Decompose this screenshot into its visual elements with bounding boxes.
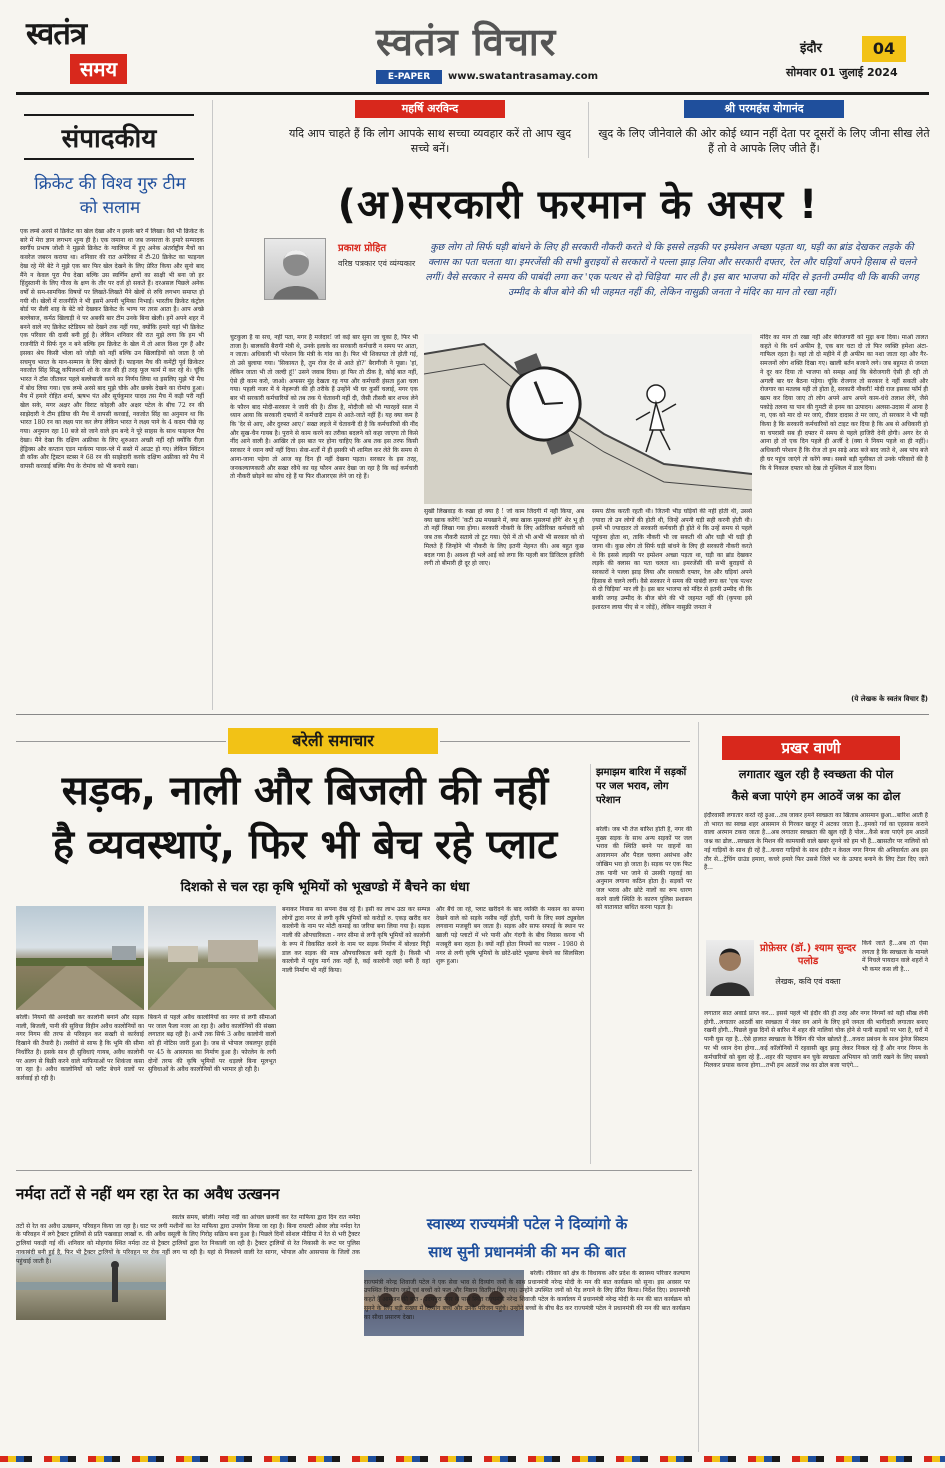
author-photo [264, 238, 326, 300]
lead-column-1: चुटकुला है या सच, नहीं पता, मगर है मजेदार! जो कई बार सुना जा चुका है, फिर भी ताजा है। बालकवि बैरागी मंत्री थे, उनके इलाके का सरकारी कर्मचारी न समय पर आता, न जाता। अधिकारी भी परेशान कि मंत्री के गांव का है। फिर भी शिकायत तो होती गई, तो उसे बुलाया गया। 'सिकायत है, तुम रोज देर से आते हो?' बैरागीजी ने पूछा। 'हां, लेकिन जाता भी तो जल्दी हूं!' उसने जवाब दिया। हां फिर तो ठीक है, कोई बात नहीं, ऐसे ही काम करो, जाओ। अफसर मुंह देखता रह गया और कर्मचारी हंसता हुआ चला गया। पहली नजर में ये नेहरूजी की ही तरीके हैं उन्होंने भी घर कुर्सी चलाई, मगर एक बार भी सरकारी कर्मचारियों को तब तक ये चेतावनी नहीं दी, जैसी तीसरी बार शपथ लेने के फौरन बाद मोदी-सरकार ने जारी की है। ठीक है, मोदीजी को भी ग्यारहवें साल में ध्यान आया कि सरकारी दफ्तरों में कर्मचारी टाइम से आते-जाते नहीं हैं। यह क्या कम है कि 'देर से आए, और दुरुस्त आए।' सख्त लहजे में चेतावनी दी है कि कर्मचारियों की नौंद और सुख-चैन गायब है। पुराने से काम करने का तरीका बदलने को कहा जाएगा तो किसे नींद आने वाली है। आखिर तो इस बात पर होना चाहिए कि अब तक इस तरफ किसी सरकार ने ध्यान क्यों नहीं दिया। सेवा-शर्तों में ही इसकी भी शामिल कर लेते कि समय से आना-जाना पड़ेगा तो आज यह दिन ही नहीं देखना पड़ता। सरकार के इस तरह, जनकल्याणकारी और सख्त रवैये का यह फौरन असर देखा जा रहा है कि कई कर्मचारी तो नौकरी छोड़ने का सोच रहे हैं या फिर वीआरएस लेने जा रहे हैं। [230, 334, 418, 481]
prakhar-author-photo [706, 940, 754, 996]
quote-left-text: यदि आप चाहते हैं कि लोग आपके साथ सच्चा व्यवहार करें तो आप खुद सच्चे बनें। [288, 127, 572, 155]
sand-mining-body: स्वतंत्र समय, बरेली। नर्मदा नदी का आंचल छलनी कर रेत माफिया द्वारा दिन रात नर्मदा तटों से रेत का अवैध उत्खनन, परिवहन किया जा रहा है। घाट पर लगी मशीनों का रेत माफिया द्वारा उपयोग किया जा रहा है। बिना रायल्टी ओवर लोड नर्मदा रेत के परिवहन में लगे ट्रैक्टर ट्रालियों से प्रति पखवाड़ा लाखों रु. की अवैध वसूली के लिए गिरोह सक्रिय बना हुआ है। पिछले दिनों सोशल मीडिया में रेत से भरी ट्रैक्टर ट्रालियां पकड़ी गई थीं। शनिवार को मोहगांव स्थित नर्मदा तट से ट्रैक्टर ट्रालियों द्वारा रेत निकाली जा रही है। ट्रैक्टर ट्रालियों से रेत निकासी के रूट पर पुलिस नाकाबंदी बनी हुई है, फिर भी ट्रैक्टर ट्रालियों के परिवहन पर रोक नहीं लग पा रही है। यहां से निकलने वाली रेत सागर, भोपाल और आसपास के जिलों तक पहुंचाई जाती है। [16, 1214, 360, 1265]
page-number: 04 [862, 36, 906, 62]
quote-left [280, 100, 580, 160]
masthead-divider [16, 92, 929, 95]
prakhar-author-name: प्रोफ़ेसर (डॉ.) श्याम सुन्दर पलोड [759, 943, 857, 967]
prakhar-author-role: लेखक, कवि एवं वक्ता [775, 977, 841, 986]
clock-cartoon-icon [424, 334, 752, 504]
prakhar-headline-line2: कैसे बजा पाएंगे हम आठवें जश्न का ढोल [731, 789, 901, 803]
lead-intro: कुछ लोग तो सिर्फ घड़ी बांधने के लिए ही सरकारी नौकरी करते थे कि इससे लड़की पर इम्प्रेशन अच्छा पड़ता था, घड़ी का ब्रांड देखकर लड़के की क्लास का पता चलता था। इमरजेंसी की सभी बुराइयों से सरकारों ने पल्ला झाड़ लिया और सरकारी दफ्तर, रेल और घड़ियाँ अपने हिसाब से चलने लगीं। वैसे सरकार ने समय की पाबंदी लगा कर 'एक पत्थर से दो चिड़िया' मार ली है। इस बार भाजपा को मंदिर से इतनी उम्मीद थी कि बाकी जगह उम्मीद के बीज बोने की भी जहमत नहीं की, लेकिन नासुक्री जनता ने मंदिर का मान तो रखा नहीं। [425, 242, 919, 298]
lead-column-3: समय ठीक करती रहती थी। जितनी भीड़ घड़ियों की नहीं होती थी, उससे ज़्यादा तो उन लोगों की होती थी, जिन्हें अपनी घड़ी सही करनी होती थी। इनमें भी ज्यादातर तो सरकारी कर्मचारी ही होते थे कि उन्हें समय से पहले पहुंचना होता था, ताकि नौकरी भी जा सकती थी और घड़ी भी घड़ी ही जाना थी। कुछ लोग तो सिर्फ घड़ी बांधने के लिए ही सरकारी नौकरी करते थे कि इससे लड़की पर इम्प्रेशन अच्छा पड़ता था, घड़ी का ब्रांड देखकर लड़के की क्लास का पता चलता था। इमरजेंसी की सभी बुराइयों से सरकारों ने पल्ला झाड़ लिया और सरकारी दफ्तर, रेल और घड़ियां अपने हिसाब से चलने लगीं। वैसे सरकार ने समय की पाबंदी लगा कर 'एक पत्थर से दो चिड़िया' मार ली है। इस बार भाजपा को मंदिर से इतनी उम्मीद थी कि बाकी जगह उम्मीद के बीज बोने की भी जहमत नहीं की (कृपया इसे इशारतन लाया पीए से न जोड़ें), लेकिन नासुक्री जनता ने [592, 508, 752, 611]
health-headline-line2: साथ सुनी प्रधानमंत्री की मन की बात [428, 1243, 626, 1261]
logo-line2: समय [70, 54, 127, 84]
field-photo-icon [16, 906, 144, 1010]
website-link[interactable]: www.swatantrasamay.com [448, 71, 599, 82]
plot-photo-left [16, 906, 144, 1010]
lead-column-4: मंदिर का मान तो रखा नहीं और बेरोजगारी को मुद्दा बना दिया। माओ तालत कहते थे कि धर्म अफीम है, एक बार चटा दो तो फिर व्यक्ति हमेशा अंटा-गाफिल रहता है। यहां तो दो महीने में ही अफीम का नशा जाता रहा और गैर-समजनों लोग शक्ति दिखा गए। खाली बर्तन बजाने लगे। जब बहुमत से जनता ने दूर कर दिया तो भाजपा को समझ आई कि बेरोजगारी ऐसी ही रही तो अगली बार घर बैठना पड़ेगा। चूंकि रोजगार तो सरकार दे नहीं सकती और रोजगार का मतलब यही तो होता है, सरकारी नौकरी! मोदी राज इसका फॉर्म ही खत्म कर दिया जाए तो लोग अपने आप अपने काम-धंधे तलाश लेंगे, जैसे पकोड़े तलना या पान की गुमटी से इनम का उत्पादन। अलसा-उदास में आना है ना, एक को मार दो मर जाएं, दीवार दादास ते मर जाए, तो सरकार ने भी यही किया है कि सरकारी कर्मचारियों को टाइट कर दिया है कि अब से अधिकारी हो या चपरासी सब ही दफ्तर में समय से पहले हाजिरी देनी होगी। अगर देर से आना हो तो एक दिन पहले ही अर्जी दे (क्या ये नियम पहले था ही नहीं)। अधिकारी परेशान हैं कि रोज तो हम साढ़े आठ बजे बाद जाते थे, अब पांच बजे ही घर पहुंच जाएंगे तो करेंगे क्या। सबसे बड़ी मुसीबत तो उनके परिवारों की है कि ये निकाल दफ्तर को देख तो मुश्किल में डाल दिया। [760, 334, 928, 472]
column-divider [212, 100, 213, 710]
prakhar-headline-line1: लगातार खुल रही है स्वच्छता की पोल [738, 767, 894, 781]
sand-mining-headline: नर्मदा तटों से नहीं थम रहा रेत का अवैध उत्खनन [16, 1185, 280, 1203]
bareilly-section-label: बरेली समाचार [228, 728, 438, 754]
health-body: बरेली। रविवार को क्षेत्र के विधायक और प्रदेश के स्वास्थ्य परिवार कल्याण राज्यमंत्री नरेन्द्र शिवाजी पटेल ने एक सेवा भाव से दिव्यांग जनों के साथ प्रधानमंत्री नरेन्द्र मोदी के मन की बात कार्यक्रम को सुना। इस अवसर पर उपस्थित दिव्यांग जनों एवं बच्चों को फल और मिष्ठान वितरित किए गए। उन्होंने उपस्थित जनों को पेड़ लगाने के लिए प्रेरित किया। निर्देश दिए। प्रधानमंत्री कहते हैं आमजन की बात - उदयपुरा नगर के पास स्थित राज्यमंत्री नरेन्द्र शिवाजी पटेल के कार्यालय में प्रधानमंत्री नरेन्द्र मोदी के मन की बात कार्यक्रम को सुनने के लिए बड़ी संख्या में दिव्यांग बच्चे और उनके परिजन पहुंचे। उन्होंने बच्चों के बीच बैठ कर राज्यमंत्री पटेल ने प्रधानमंत्री की मन की बात कार्यक्रम का सीधा प्रसारण देखा। [364, 1270, 690, 1321]
lead-column-2: सुखी लिखवाड़ के रुख़ा हो क्या है ! जो काम जिंदगी में नहीं किया, अब क्या खाक करेंगे! 'कटी उम्र मयखाने में, क्या खाक मुसलमां होंगे' शेर भू ही तो नहीं लिखा गया होगा। सरकारी नौकरी के लिए अतिरिक्त कर्मचारी को जब तक नौकरी सताये तो टूट गया। ऐसे में तो भी अभी भी सरकार को वो मिलते हैं जिन्होंने भी नौकरी के लिए इतनी मेहनत की। अब बहुत कुछ बदल गया है। अवश्य ही भले आई को लगा कि पहली बार डिजिटल हाजिरी लगी तो बीमारी ही दूर हो जाए। [424, 508, 584, 568]
bareilly-column-3: बनाकर निवास का सपना देख रहे हैं। इसी का लाभ उठा कर सम्पन्न लोगों द्वारा नगर से लगी कृषि भूमियों को करोड़ों रु. एकड़ खरीद कर कालोनी के नाम पर मोटी कमाई का जरिया बना लिया गया है। सड़क नाली की औपचारिकता - नगर सीमा से लगी कृषि भूमियों को कालोनी के रूप में विकसित करने के नाम पर सड़क निर्माण में बोल्डर गिट्टी डाल कर सड़क की मात्र औपचारिकता बनी रहती है। किसी भी कालोनी में पहुंच मार्ग तक नहीं है, कई कालोनी जहां बनी हैं वहां नाली निर्माण भी नहीं किया। [282, 906, 430, 974]
editorial-body: एक लम्बे अरसे से क्रिकेट का खेल देखा और न इसके बारे में लिखा। वैसे भी क्रिकेट के बारे में मेरा ज्ञान लगभग शून्य ही है। एक जमाना था जब जनसत्ता के हमारे सम्पादक स्वर्गीय प्रभाष जोशी ने मुझसे क्रिकेट के ग्वालियर में हुए अनेक अंतर्राष्ट्रीय मैचों का कवरेज जबरन कराया था। शनिवार की रात अमेरिका में टी-20 क्रिकेट का फाइनल देख रहे मेरे बेटे ने मुझे एक बार फिर खेल देखने के लिए प्रेरित किया और सुनो बाद मैंने न केवल पूरा मैच देखा बल्कि उस स्वर्णिम क्षणों का साक्षी भी बना जो हर हिंदुस्तानी के लिए गौरव के क्षण के तौर पर दर्ज हो सकते हैं। दरअसल पिछले अनेक वर्षों से सम-सामयिक विषयों पर लिखते-लिखते मैंने खेलों से रुचि लगभग समाप्त हो गयी थी। खेलों में राजनीति ने भी इसमें अपनी भूमिका निभाई। भारतीय क्रिकेट कंट्रोल बोर्ड पर सैली शाह के बेटे को देखकर क्रिकेट के भाग्य पर तरस आता है। आप अच्छे बल्लेबाज, कर्मठ खिलाड़ी थे पर अबकी बार टीम उनके बिना खेली। हमें अपने शहर में बनने वाले नए क्रिकेट स्टेडियम को देखने तक नहीं गया, क्योंकि हमारे यहां भी क्रिकेट एक परिवार की दासी बनी हुई है। लेकिन शनिवार की रात मुझे लगा कि हम भी राजनीति में सिर्फ गुरु न बने बल्कि हम क्रिकेट के खेल में तो आज विश्व गुरु हैं और इसका श्रेय किसी भोला को जोड़ी को नहीं बल्कि उन खिलाड़ियों को जाता है जो सचमुच भारत के मान-सम्मान के लिए खेलते हैं। फाइनल मैच की कमेंट्री पूर्व क्रिकेटर नवजोत सिंह सिद्धू कपिलशर्मा शो के जज की ही तरह फूल फार्म में कर रहे थे। चूंकि भारत ने टॉस जीतकर पहले बल्लेबाजी करने का निर्णय लिया था इसलिए मुझे भी मैच में बोध लिया गया। एक लम्बे अरसे बाद मुझे चौके और छक्के देखने का रोमांच हुआ। मैच में हमारे रोहित शर्मा, ऋषभ पंत और सूर्यकुमार यादव तस मैच में कड़ी परी नहीं खेल सके, मगर अक्षर और विराट कोहली और अक्षर पटेल के बीच 72 रन की साझेदारी ने टीम इंडिया की मैच में वापसी करवाई, नवजोत सिंह का अनुमान था कि भारत 180 रन का लक्ष्य पार कर लेगा लेकिन भारत ने लक्ष्य पाने के 4 कदम पीछे रह गया। अनुमान रहा 10 बजे सो जाने वाले हम बन्दे ने पूरे साहस के साथ फाइनल मैच देखा। मैंने देखा कि दक्षिण अफ्रीका के लिए शुरुआत अच्छी नहीं रही क्योंकि रीज़ा हेंड्रिक्स और कप्तान एडन मार्करम पावर-प्ले में सस्ते में आउट हो गए। लेकिन क्विंटन डी कॉक और ट्रिस्टन स्टब्स ने 68 रन की साझेदारी करके दक्षिण अफ्रीका को मैच में वापसी करवाई बल्कि मैच के रोमांच को भी बनाये रखा। [20, 228, 204, 470]
lead-footnote: (ये लेखक के स्वतंत्र विचार हैं) [851, 695, 928, 703]
editorial-label: संपादकीय [24, 114, 194, 160]
prakhar-body-bottom: लगातार सात अवार्ड प्राप्त कर... इससे पहले भी इंदौर की ही तरह और नगर निगमों को यही सीख लेनी होगी...लगातार आठवीं बार स्वच्छता में नंबर वन आने के लिए हमें जनता की भागीदारी लगातार बनाए रखनी होगी...पिछले कुछ दिनों से बारिश में शहर की नालियां चोक होने से पानी सड़कों पर भरा है, घरों में पानी घुस रहा है...ऐसे हालात स्वच्छता के रैंकिंग की पोल खोलते हैं...कचरा प्रबंधन के साथ ड्रेनेज सिस्टम पर भी ध्यान देना होगा...कई कॉलोनियों में रहवासी खुद झाड़ू लेकर निकल रहे हैं और नगर निगम के कर्मचारियों को बुला रहे हैं...शहर की पहचान बन चुके स्वच्छता अभियान को जारी रखने के लिए सबको मिलकर प्रयास करना होगा...तभी हम आठवें जश्न का ढोल बजा पाएंगे... [704, 1010, 928, 1070]
bareilly-column-2: बिकने से पहले अवैध कालोनियों का नगर से लगी सीमाओं पर जाल फैला नजर आ रहा है। अवैध कालोनियों की संख्या लगातार बढ़ रही है। अभी तक सिर्फ 3 अवैध कालोनी वालों को ही नोटिस जारी हुआ है। जब से भोपाल जबलपुर हाईवे पर 45 के आसपास का निर्माण हुआ है। फोरलेन के लगी दोनों तरफ की कृषि भूमियों पर धड़ल्ले बिना मूलभूत सुविधाओं के अवैध कालोनियों की भरमार हो रही है। [148, 1014, 276, 1074]
plot-photo-right [148, 906, 276, 1010]
epaper-badge: E-PAPER [376, 70, 442, 84]
colony-photo-icon [148, 906, 276, 1010]
author-portrait-icon [265, 239, 326, 300]
bareilly-column-1: बरेली। नियमों की अनदेखी कर कालोनी बनाने और सड़क नाली, बिजली, पानी की सुविधा विहीन अवैध कालोनियों का नगर निगम की तरफ से परिवहन कर सख्ती से कार्रवाई दिखाने की तैयारी है। तस्वीरों से साफ है कि भूमि की सीमा निर्धारित है। इसके साथ ही सुविधाएं गायब, अवैध कालोनी पर अलग से बिक्री करने वाले माफियाओं पर शिकंजा कसा जा रहा है। अवैध कालोनियों को प्लॉट बेचने वालों पर कार्रवाई हो रही है। [16, 1014, 144, 1082]
bareilly-headline-line2: है व्यवस्थाएं, फिर भी बेच रहे प्लाट [52, 822, 558, 868]
lead-headline: (अ)सरकारी फरमान के असर ! [337, 182, 819, 228]
waterlogging-body: बरेली। जब भी तेज बारिश होती है, नगर की मुख्य सड़क के साथ अन्य सड़कों पर जल भराव की स्थिति बनने पर वाहनों का आवागमन और पैदल चलना असंभव और जोखिम भरा हो जाता है। सड़क पर एक फिट तक पानी भर जाने से उसकी गहराई का अनुमान लगाना कठिन होता है। सड़कों पर जल भराव और छोटे नालों का रूप धारण करने वाली स्थिति के कारण पुलिस प्रशासन को यातायात बाधित करना पड़ता है। [596, 826, 692, 912]
bareilly-label-rule-right [440, 741, 690, 742]
author-name: प्रकाश प्रोहित [338, 243, 387, 254]
page-section-title: स्वतंत्र विचार [376, 20, 557, 64]
cartoon-illustration [424, 334, 752, 504]
quote-left-name: महर्षि अरविन्द [355, 100, 505, 118]
bareilly-col-divider [590, 764, 591, 1164]
bareilly-column-4: और बैंचे जा रहे, प्लाट खरीदने के बाद व्यक्ति के मकान का सपना देखने वाले को सड़के नसीब नहीं होती, पानी के लिए स्वयं ट्यूबवेल लगवाना मजबूरी बन जाता है। सड़क और साफ सफाई के स्थान पर खाली पड़े प्लाटों में भरे पानी और गंदगी के बीच निवास करना भी मजबूरी बना रहता है। क्यों नहीं होता नियमों का पालन - 1980 से नगर से लगी कृषि भूमियों के छोटे-छोटे भूखण्ड बेचने का सिलसिला शुरू हुआ। [436, 906, 584, 966]
author-portrait-icon [706, 940, 754, 996]
prakhar-body-right: किये जाते हैं...अब तो ऐसा लगता है कि स्वच्छता के मामले में निचले पायदान वाले शहरों ने भी कमर कस ली है... [862, 940, 928, 974]
section-divider [16, 714, 929, 715]
waterlogging-headline: झमाझम बारिश में सड़कों पर जल भराव, लोग परेशान [596, 767, 687, 806]
city-label: इंदौर [800, 41, 822, 56]
lower-divider [16, 1170, 692, 1171]
bareilly-subheadline: दिशको से चल रहा कृषि भूमियों को भूखण्डो में बैचने का धंधा [180, 880, 470, 895]
print-registration-bar [0, 1456, 945, 1462]
prakhar-body-top: इंदौरवासी लगातार करते रहे ढ़ुआ...तब जाकर हमने स्वच्छता का खिताब आसमान छुआ...बारिश आती है तो भारत का स्वच्छ शहर आसमान से गिरकर खजूर में अटका जाता है...हमको गर्व का एहसास कराने वाला अरमान टकरा जाता है...अब लगातार स्वच्छता की खुल रही है पोल...कैसे बजा पाएंगे हम आठवें जश्न का ढोल...स्वच्छता के मिशन की कामयाबी वाले खबर सुनने को हम भी हैं...खासतौर पर नालियों को नई गाड़ियों के साथ ही रहें हैं...कचरा गाड़ियों के साथ इंदौर न केवल नगर निगम की अनिवार्यता अब इस तौर से...ट्रेंचिंग ग्राउंड हमारा, कचरे हमारे फिर उससे जिले भर के उत्पाद बनाने के लिए टेंडर दिए जाते हैं... [704, 812, 928, 872]
quote-divider [588, 102, 589, 158]
bareilly-headline-line1: सड़क, नाली और बिजली की नहीं [61, 768, 549, 814]
editorial-headline: क्रिकेट की विश्व गुरु टीम को सलाम [34, 174, 186, 218]
right-col-divider [698, 722, 699, 1452]
quote-right-name: श्री परमहंस योगानंद [684, 100, 844, 118]
masthead [0, 0, 945, 96]
quote-right [596, 100, 932, 160]
newspaper-logo[interactable] [26, 14, 138, 88]
prakhar-vani-label: प्रखर वाणी [722, 736, 900, 760]
logo-line1: स्वतंत्र [26, 16, 87, 52]
health-headline-line1: स्वास्थ्य राज्यमंत्री पटेल ने दिव्यांगो के [426, 1215, 628, 1233]
quote-right-text: खुद के लिए जीनेवाले की ओर कोई ध्यान नहीं देता पर दूसरों के लिए जीना सीख लेते हैं तो वे आपके लिए जीते हैं। [598, 127, 930, 155]
issue-date: सोमवार 01 जुलाई 2024 [786, 66, 898, 79]
bareilly-label-rule [16, 741, 226, 742]
author-role: वरिष्ठ पत्रकार एवं व्यंग्यकार [338, 259, 416, 268]
